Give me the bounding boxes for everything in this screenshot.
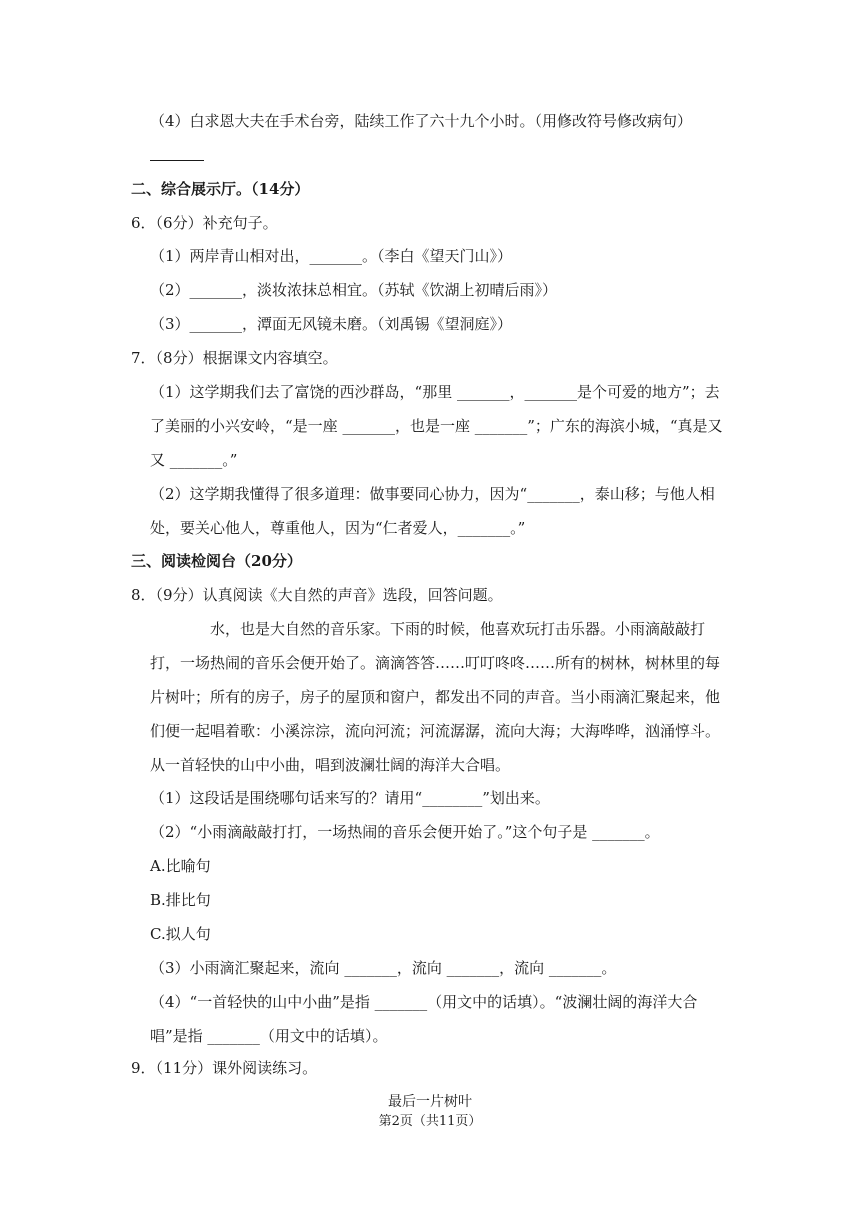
q6-item-1: （1）两岸青山相对出，_______。（李白《望天门山》） <box>150 247 513 265</box>
q6-item-2: （2）_______，淡妆浓抹总相宜。（苏轼《饮湖上初晴后雨》） <box>150 281 558 299</box>
q8-passage: 水，也是大自然的音乐家。下雨的时候，他喜欢玩打击乐器。小雨滴敲敲打打，一场热闹的音乐会便开始了。滴滴答答……叮叮咚咚……所有的树林，树林里的每片树叶；所有的房子，房子的屋顶和窗户，都发出不同的声音。当小雨滴汇聚起来，他们便一起唱着歌：小溪淙淙，流向河流；河流潺潺，流向大海；大海哗哗，汹涌惇斗。从一首轻快的山中小曲，唱到波澜壮阔的海洋大合唱。 <box>150 620 721 774</box>
q8-sub2: （2）“小雨滴敲敲打打，一场热闹的音乐会便开始了。”这个句子是 _______。 <box>150 823 660 841</box>
q6-item-3: （3）_______，潭面无风镜未磨。（刘禹锡《望洞庭》） <box>150 315 513 333</box>
q5-item4: （4）白求恩大夫在手术台旁，陆续工作了六十九个小时。（用修改符号修改病句） <box>150 112 693 130</box>
q8-sub1: （1）这段话是围绕哪句话来写的？请用“________”划出来。 <box>150 789 550 807</box>
q6-stem: 6．（6分）补充句子。 <box>131 214 278 232</box>
q8-option-c: C.拟人句 <box>150 925 211 943</box>
section2-heading: 二、综合展示厅。（14分） <box>131 180 310 198</box>
q8-stem: 8．（9分）认真阅读《大自然的声音》选段，回答问题。 <box>131 586 503 604</box>
q8-sub4: （4）“一首轻快的山中小曲”是指 _______（用文中的话填）。“波澜壮阔的海洋大合唱”是指 _______（用文中的话填）。 <box>150 993 698 1045</box>
page-number: 第2页（共11页） <box>378 1114 482 1129</box>
story-title: 最后一片树叶 <box>388 1094 472 1110</box>
section3-heading: 三、阅读检阅台（20分） <box>131 552 302 570</box>
q7-stem: 7．（8分）根据课文内容填空。 <box>131 349 338 367</box>
q8-option-a: A.比喻句 <box>150 857 211 875</box>
q5-answer-blank <box>150 160 204 161</box>
q8-sub3: （3）小雨滴汇聚起来，流向 _______，流向 _______，流向 _______。 <box>150 959 617 977</box>
q7-item1: （1）这学期我们去了富饶的西沙群岛，“那里 _______，_______是个可爱的地方”；去了美丽的小兴安岭，“是一座 _______，也是一座 _______”；广东的海滨小城，“真是又又 _______。” <box>150 383 723 469</box>
q7-item2: （2）这学期我懂得了很多道理：做事要同心协力，因为“_______，泰山移；与他人相处，要关心他人，尊重他人，因为“仁者爱人，_______。” <box>150 485 715 537</box>
q9-stem: 9．（11分）课外阅读练习。 <box>131 1059 318 1077</box>
q8-option-b: B.排比句 <box>150 891 211 909</box>
